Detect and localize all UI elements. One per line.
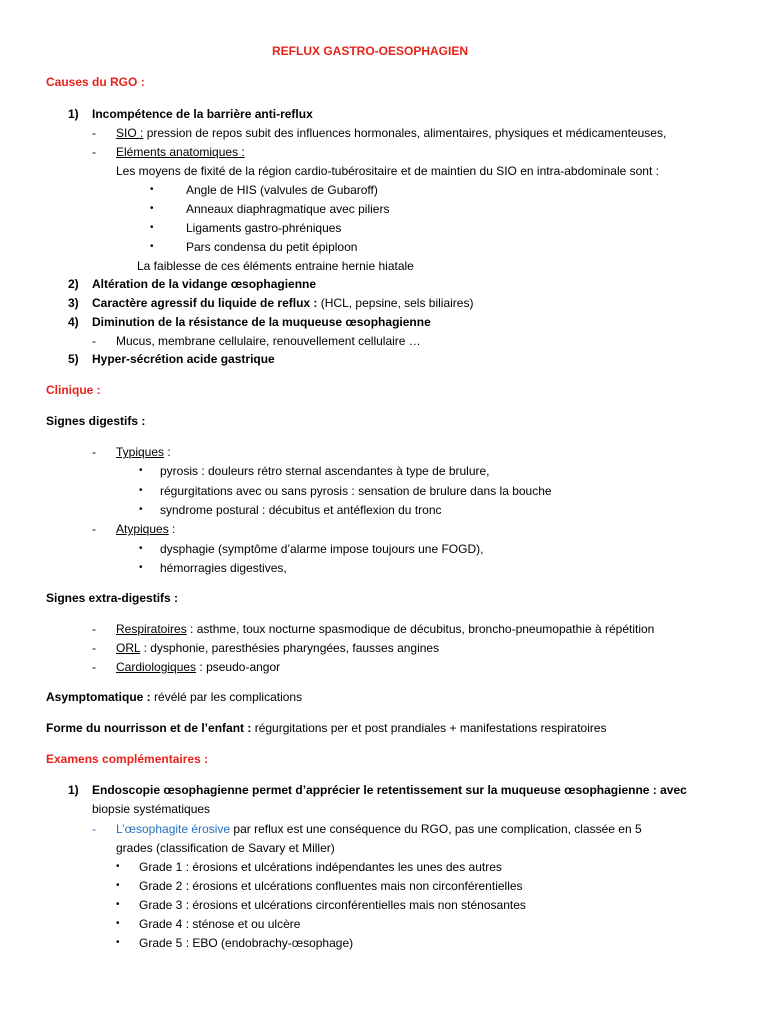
cause-3-bold: Caractère agressif du liquide de reflux :: [92, 296, 318, 310]
dash-marker: -: [92, 522, 96, 536]
bullet-marker: •: [150, 203, 154, 214]
orl-line: [116, 641, 439, 655]
endoscopie-line-2: biopsie systématiques: [92, 802, 211, 816]
list-item: hémorragies digestives,: [160, 561, 287, 575]
orl-label: ORL: [116, 641, 141, 655]
grade-item: Grade 3 : érosions et ulcérations circonférentielles mais non sténosantes: [139, 898, 526, 912]
list-item: Pars condensa du petit épiploon: [186, 240, 358, 254]
oesophagite-text: par reflux est une conséquence du RGO, pas une complication, classée en 5: [233, 822, 642, 836]
colon: :: [172, 522, 176, 536]
respiratoires-label: Respiratoires: [116, 622, 187, 636]
nourrisson-line: [46, 721, 607, 735]
bullet-marker: •: [116, 918, 120, 929]
cause-2: Altération de la vidange œsophagienne: [92, 277, 317, 291]
bullet-marker: •: [139, 543, 143, 554]
list-number: 2): [68, 277, 79, 291]
cause-5: Hyper-sécrétion acide gastrique: [92, 352, 275, 366]
cause-3-rest: (HCL, pepsine, sels biliaires): [320, 296, 474, 310]
respiratoires-line: [116, 622, 654, 636]
bullet-marker: •: [139, 465, 143, 476]
bullet-marker: •: [150, 184, 154, 195]
atypiques-label: Atypiques: [116, 522, 169, 536]
typiques-line: [116, 445, 171, 459]
dash-marker: -: [92, 145, 96, 159]
signes-digestifs-title: Signes digestifs :: [46, 414, 146, 428]
sio-line: [116, 126, 666, 140]
list-item: Anneaux diaphragmatique avec piliers: [186, 202, 390, 216]
section-clinique-heading: Clinique :: [46, 383, 101, 397]
dash-marker: -: [92, 641, 96, 655]
dash-marker: -: [92, 622, 96, 636]
bullet-marker: •: [139, 485, 143, 496]
typiques-label: Typiques: [116, 445, 165, 459]
dash-marker: -: [92, 126, 96, 140]
cardio-line: [116, 660, 280, 674]
bullet-marker: •: [116, 899, 120, 910]
list-number: 1): [68, 107, 79, 121]
bullet-marker: •: [139, 562, 143, 573]
signes-extra-title: Signes extra-digestifs :: [46, 591, 179, 605]
list-number: 3): [68, 296, 79, 310]
page-title: REFLUX GASTRO-OESOPHAGIEN: [272, 44, 469, 58]
list-number: 4): [68, 315, 79, 329]
grade-item: Grade 5 : EBO (endobrachy-œsophage): [139, 936, 354, 950]
asymptomatique-line: [46, 690, 302, 704]
asymptomatique-label: Asymptomatique :: [46, 690, 151, 704]
bullet-marker: •: [116, 861, 120, 872]
list-item: régurgitations avec ou sans pyrosis : sensation de brulure dans la bouche: [160, 484, 552, 498]
list-number: 5): [68, 352, 79, 366]
atypiques-line: [116, 522, 175, 536]
colon: :: [167, 445, 171, 459]
nourrisson-label: Forme du nourrisson et de l’enfant :: [46, 721, 252, 735]
grade-item: Grade 4 : sténose et ou ulcère: [139, 917, 301, 931]
section-causes-heading: Causes du RGO :: [46, 75, 145, 89]
cause-4-sub: Mucus, membrane cellulaire, renouvellement cellulaire …: [116, 334, 421, 348]
list-item: syndrome postural : décubitus et antéflexion du tronc: [160, 503, 442, 517]
sio-label: SIO :: [116, 126, 144, 140]
list-item: pyrosis : douleurs rétro sternal ascendantes à type de brulure,: [160, 464, 490, 478]
cause-4: Diminution de la résistance de la muqueuse œsophagienne: [92, 315, 431, 329]
bullet-marker: •: [116, 937, 120, 948]
list-item: dysphagie (symptôme d’alarme impose toujours une FOGD),: [160, 542, 484, 556]
oesophagite-line-2: grades (classification de Savary et Miller): [116, 841, 335, 855]
respiratoires-text: : asthme, toux nocturne spasmodique de décubitus, broncho-pneumopathie à répétition: [190, 622, 655, 636]
asymptomatique-text: révélé par les complications: [154, 690, 303, 704]
bullet-marker: •: [150, 241, 154, 252]
list-item: Ligaments gastro-phréniques: [186, 221, 342, 235]
elements-intro: Les moyens de fixité de la région cardio-tubérositaire et de maintien du SIO en intra-abdominale sont :: [116, 164, 659, 178]
cardio-text: : pseudo-angor: [199, 660, 281, 674]
cardio-label: Cardiologiques: [116, 660, 197, 674]
elements-label: Eléments anatomiques :: [116, 145, 245, 159]
section-examens-heading: Examens complémentaires :: [46, 752, 209, 766]
sio-text: pression de repos subit des influences hormonales, alimentaires, physiques et médicamenteuses,: [146, 126, 667, 140]
cause-1-title: Incompétence de la barrière anti-reflux: [92, 107, 313, 121]
dash-marker: -: [92, 445, 96, 459]
grade-item: Grade 1 : érosions et ulcérations indépendantes les unes des autres: [139, 860, 502, 874]
cause-3: [92, 296, 473, 310]
bullet-marker: •: [139, 504, 143, 515]
orl-text: : dysphonie, paresthésies pharyngées, fausses angines: [143, 641, 440, 655]
oesophagite-line-1: [116, 822, 642, 836]
oesophagite-label: L’œsophagite érosive: [116, 822, 231, 836]
dash-marker: -: [92, 822, 96, 836]
bullet-marker: •: [116, 880, 120, 891]
dash-marker: -: [92, 660, 96, 674]
weakness-note: La faiblesse de ces éléments entraine hernie hiatale: [137, 259, 414, 273]
list-item: Angle de HIS (valvules de Gubaroff): [186, 183, 378, 197]
nourrisson-text: régurgitations per et post prandiales + manifestations respiratoires: [254, 721, 607, 735]
endoscopie-line-1: Endoscopie œsophagienne permet d’apprécier le retentissement sur la muqueuse œsophagienne : avec: [92, 783, 687, 797]
grade-item: Grade 2 : érosions et ulcérations confluentes mais non circonférentielles: [139, 879, 523, 893]
list-number: 1): [68, 783, 79, 797]
dash-marker: -: [92, 334, 96, 348]
bullet-marker: •: [150, 222, 154, 233]
